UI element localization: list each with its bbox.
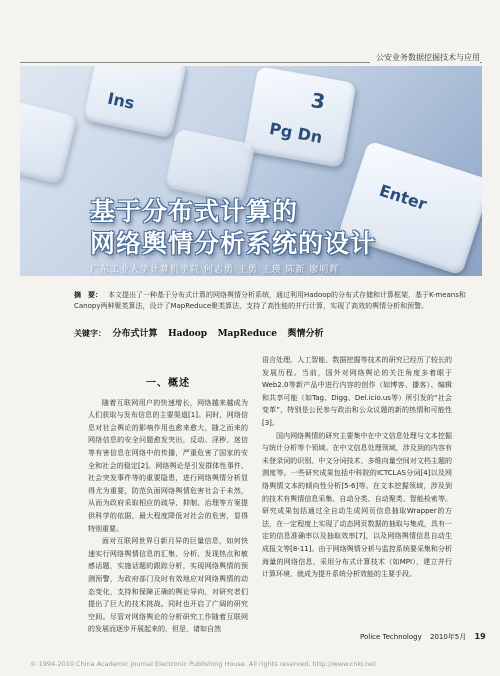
abstract-label: 摘 要： — [74, 291, 102, 299]
paragraph: 国内网络舆情的研究主要集中在中文信息处理与文本挖掘与统计分析等个领域。在中文信息处理领域，涉及到的内容有未登录词的识别、中文分词技术、多维向量空间对文档主题的测度等。一些研究成果包括中科院的ICTCLAS分词[4]以及网络舆情文本的倾向性分析[5-6]等。在文本挖掘领域，涉及到的技术有舆情信息采集、自动分类、自动聚类、智能检索等。研究成果包括通过全自动生成网页信息抽取Wrapper的方法，在一定程度上实现了动态网页数据的抽取与集成，具有一定的信息准确率以及抽取效率[7]，以及网络舆情信息自动生成报文等[8-11]。由于网络舆情分析与监控系统要采集和分析海量的网络信息，采用分布式计算技术（如MPI），建立并行计算环境，就成为提升系统分析效能的主要手段。 — [262, 431, 452, 579]
copyright-notice: © 1994-2010 China Academic Journal Electronic Publishing House. All rights reserved. http://www.cnki.net — [30, 660, 376, 668]
page-number: 19 — [474, 632, 486, 641]
article-authors: 广东工业大学计算机学院 何志勇 王勇 王瑛 陈新 廖明辉 — [90, 265, 340, 275]
keyword: MapReduce — [217, 329, 277, 339]
banner-title-area — [20, 66, 482, 276]
article-title-line1: 基于分布式计算的 — [90, 197, 299, 226]
paragraph: 随着互联网用户的快速增长，网络越来越成为人们获取与发布信息的主要渠道[1]。同时，网络信息对社会舆论的影响作用也愈来愈大，随之而来的网络信息的安全问题愈发突出，反动、淫秽、迷信等有害信息在网络中的传播，严重危害了国家的安全和社会的稳定[2]。网络舆论是引发群体性事件、社会突发事件等的重要隐患，进行网络舆情分析显得尤为重要，防范负面网络舆情危害社会于未然，从而为政府采取相应的疏导、抑制、治理等方案提供科学的依据，最大程度降低对社会的危害，显得特别重要。 — [88, 398, 248, 533]
keyword: 舆情分析 — [287, 329, 324, 339]
right-column — [262, 354, 452, 581]
key-label: Enter — [376, 180, 430, 214]
key-label: Pg Dn — [267, 119, 324, 148]
abstract — [74, 290, 474, 312]
section-heading: 一、概述 — [146, 378, 190, 389]
header-title: 公安业务数据挖掘技术与应用 — [370, 52, 480, 63]
article-title-line2: 网络舆情分析系统的设计 — [90, 229, 377, 258]
running-header — [20, 52, 482, 66]
paragraph: 语言处理、人工智能、数据挖掘等技术的研究已经历了较长的发展历程。当前，国外对网络舆论的关注角度多着眼于Web2.0等新产品中进行内容的创作（如博客、播客）、编辑和共享可能（如Tag、Digg、Del.icio.us等）所引发的“社会变革”，特别是公民参与政治和公众议题的新的热情和可能性[3]。 — [262, 356, 452, 427]
key-label: Ins — [105, 88, 137, 113]
journal-name: Police Technology — [360, 633, 422, 641]
issue-date: 2010年5月 — [429, 633, 467, 641]
abstract-text: 本文提出了一种基于分布式计算的网络舆情分析系统，通过利用Hadoop的分布式存储和计算框架，基于K-means和Canopy两种聚类算法，设计了MapReduce聚类算法，支持了高性能的并行计算，实现了高效的舆情分析和预警。 — [74, 291, 466, 310]
keyword: Hadoop — [168, 329, 208, 339]
keywords — [74, 326, 474, 339]
left-column — [88, 378, 248, 636]
paragraph: 面对互联网世界日新月异的巨量信息，如何快速实行网络舆情信息的汇集、分析、发现热点和敏感话题，实施话题的跟踪分析，实现网络舆情的预测预警，为政府部门及时有效地应对网络舆情的动态变化，支持和保障正确的舆论导向，对研究者们提出了巨大的技术挑战。同时也开启了广阔的研究空间。尽管对网络舆论的分析研究工作随着互联网的发展而逐步开展起来的，但是，诸如自然 — [88, 537, 248, 634]
page-footer — [360, 632, 486, 642]
keyword: 分布式计算 — [112, 329, 158, 339]
banner-image — [20, 66, 482, 276]
keywords-label: 关键字： — [74, 329, 106, 338]
key-number: 3 — [309, 87, 327, 114]
